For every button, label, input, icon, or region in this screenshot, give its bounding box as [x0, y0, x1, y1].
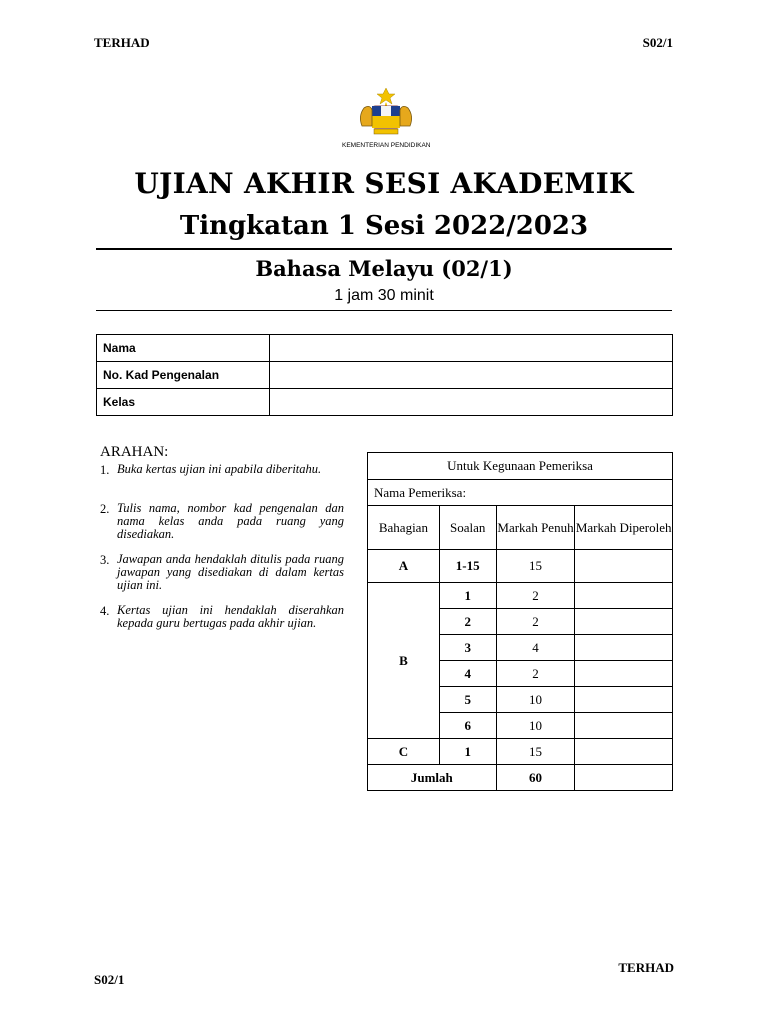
header-section: Bahagian [368, 506, 440, 550]
instruction-item [100, 463, 344, 476]
header-obtained-marks: Markah Diperoleh [575, 506, 673, 550]
instruction-text: Kertas ujian ini hendaklah diserahkan kepada guru bertugas pada akhir ujian. [117, 603, 344, 630]
question-cell: 1 [439, 583, 496, 609]
instructions-title: ARAHAN: [100, 444, 169, 460]
table-row [368, 453, 673, 480]
instruction-item [100, 553, 344, 592]
subject-divider [96, 310, 672, 311]
obtained-marks-cell[interactable] [575, 583, 673, 609]
header-classification: TERHAD [94, 35, 150, 50]
obtained-marks-cell[interactable] [575, 661, 673, 687]
obtained-marks-cell[interactable] [575, 550, 673, 583]
section-cell: C [368, 739, 440, 765]
table-row [97, 389, 673, 416]
instruction-item [100, 502, 344, 541]
full-marks-cell: 15 [496, 739, 575, 765]
table-row [368, 550, 673, 583]
table-row [368, 739, 673, 765]
instruction-text: Jawapan anda hendaklah ditulis pada ruang jawapan yang disediakan di dalam kertas ujian ini. [117, 552, 344, 592]
class-label: Kelas [97, 389, 270, 416]
examiner-table [367, 452, 673, 791]
instruction-number: 1. [100, 463, 110, 477]
full-marks-cell: 2 [496, 661, 575, 687]
total-obtained-marks[interactable] [575, 765, 673, 791]
class-field[interactable] [270, 389, 673, 416]
full-marks-cell: 4 [496, 635, 575, 661]
obtained-marks-cell[interactable] [575, 609, 673, 635]
obtained-marks-cell[interactable] [575, 635, 673, 661]
id-field[interactable] [270, 362, 673, 389]
question-cell: 4 [439, 661, 496, 687]
table-row [368, 480, 673, 506]
examiner-table-title: Untuk Kegunaan Pemeriksa [368, 453, 673, 480]
table-row [97, 335, 673, 362]
question-cell: 1-15 [439, 550, 496, 583]
table-row [97, 362, 673, 389]
question-cell: 6 [439, 713, 496, 739]
header-full-marks: Markah Penuh [496, 506, 575, 550]
subject-title: Bahasa Melayu (02/1) [255, 256, 513, 281]
obtained-marks-cell[interactable] [575, 739, 673, 765]
instruction-number: 3. [100, 553, 110, 567]
full-marks-cell: 15 [496, 550, 575, 583]
obtained-marks-cell[interactable] [575, 713, 673, 739]
student-info-table [96, 334, 673, 416]
name-field[interactable] [270, 335, 673, 362]
full-marks-cell: 2 [496, 609, 575, 635]
footer-classification: TERHAD [618, 960, 674, 975]
footer-code: S02/1 [94, 972, 125, 987]
table-row [368, 765, 673, 791]
table-row [368, 506, 673, 550]
total-full-marks: 60 [496, 765, 575, 791]
obtained-marks-cell[interactable] [575, 687, 673, 713]
title-divider [96, 248, 672, 250]
exam-duration: 1 jam 30 minit [334, 287, 434, 304]
instruction-item [100, 604, 344, 630]
header-question: Soalan [439, 506, 496, 550]
logo-caption: KEMENTERIAN PENDIDIKAN [342, 142, 431, 149]
section-cell: A [368, 550, 440, 583]
ministry-logo [342, 86, 430, 148]
table-row [368, 583, 673, 609]
id-label: No. Kad Pengenalan [97, 362, 270, 389]
question-cell: 2 [439, 609, 496, 635]
question-cell: 5 [439, 687, 496, 713]
instruction-text: Tulis nama, nombor kad pengenalan dan nama kelas anda pada ruang yang disediakan. [117, 501, 344, 541]
full-marks-cell: 2 [496, 583, 575, 609]
exam-title: UJIAN AKHIR SESI AKADEMIK [134, 167, 634, 200]
header-code: S02/1 [642, 35, 673, 50]
instruction-number: 2. [100, 502, 110, 516]
full-marks-cell: 10 [496, 687, 575, 713]
total-label: Jumlah [368, 765, 497, 791]
name-label: Nama [97, 335, 270, 362]
question-cell: 1 [439, 739, 496, 765]
exam-session: Tingkatan 1 Sesi 2022/2023 [179, 211, 589, 241]
coat-of-arms-icon [342, 86, 430, 136]
examiner-name-field[interactable]: Nama Pemeriksa: [368, 480, 673, 506]
section-cell: B [368, 583, 440, 739]
instruction-number: 4. [100, 604, 110, 618]
full-marks-cell: 10 [496, 713, 575, 739]
question-cell: 3 [439, 635, 496, 661]
instruction-text: Buka kertas ujian ini apabila diberitahu. [117, 462, 322, 476]
